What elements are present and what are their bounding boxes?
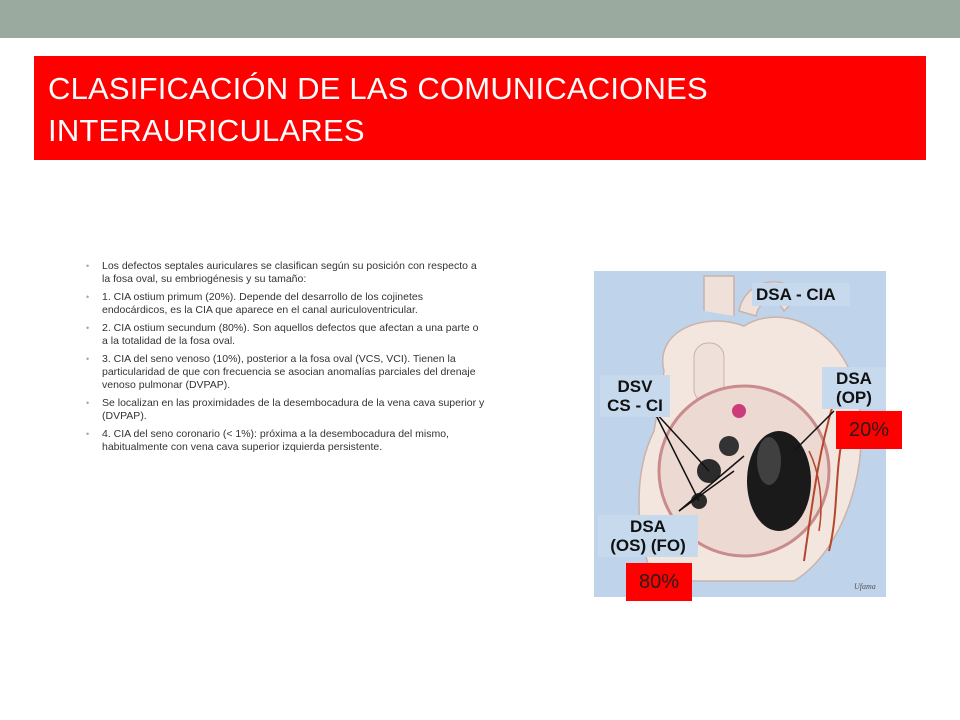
badge-20-percent: 20% [836, 411, 902, 449]
artist-signature: Ufama [854, 582, 876, 591]
bullet-dot-icon: • [86, 398, 90, 408]
bullet-dot-icon: • [86, 354, 90, 364]
bullet-dot-icon: • [86, 292, 90, 302]
badge-80-percent: 80% [626, 563, 692, 601]
bullet-item [86, 291, 486, 317]
bullet-item [86, 353, 486, 392]
bullet-item [86, 260, 486, 286]
slide-title: CLASIFICACIÓN DE LAS COMUNICACIONES INTERAURICULARES [48, 71, 708, 148]
defect-small [719, 436, 739, 456]
bullet-text: 2. CIA ostium secundum (80%). Son aquellos defectos que afectan a una parte o a la totalidad de la fosa oval. [102, 322, 479, 347]
defect-op [747, 431, 811, 531]
bullet-text: Los defectos septales auriculares se clasifican según su posición con respecto a la fosa oval, su embriogénesis y su tamaño: [102, 260, 477, 285]
bullet-dot-icon: • [86, 323, 90, 333]
bullet-text: 1. CIA ostium primum (20%). Depende del desarrollo de los cojinetes endocárdicos, es la CIA que aparece en el canal auriculoventricular. [102, 291, 423, 316]
bullet-dot-icon: • [86, 261, 90, 271]
bullet-list [86, 260, 486, 459]
bullet-item [86, 397, 486, 423]
label-dsa-cia: DSA - CIA [752, 283, 850, 306]
vessel-shape [704, 276, 734, 316]
defect-shine [757, 437, 781, 485]
label-op: DSA (OP) [822, 367, 886, 409]
bullet-text: 3. CIA del seno venoso (10%), posterior a la fosa oval (VCS, VCI). Tienen la particularidad de que con frecuencia se asocian anomalías parciales del drenaje venoso pulmonar (DVPAP). [102, 353, 476, 391]
bullet-item [86, 322, 486, 348]
bullet-dot-icon: • [86, 429, 90, 439]
coronary-sinus-dot [732, 404, 746, 418]
label-os: DSA (OS) (FO) [598, 515, 698, 557]
bullet-item [86, 428, 486, 454]
bullet-text: Se localizan en las proximidades de la desembocadura de la vena cava superior y (DVPAP). [102, 397, 485, 422]
top-band [0, 0, 960, 38]
label-dsv: DSV CS - CI [600, 375, 670, 417]
title-banner [34, 56, 926, 160]
bullet-text: 4. CIA del seno coronario (< 1%): próxima a la desembocadura del mismo, habitualmente con vena cava superior izquierda persistente. [102, 428, 449, 453]
